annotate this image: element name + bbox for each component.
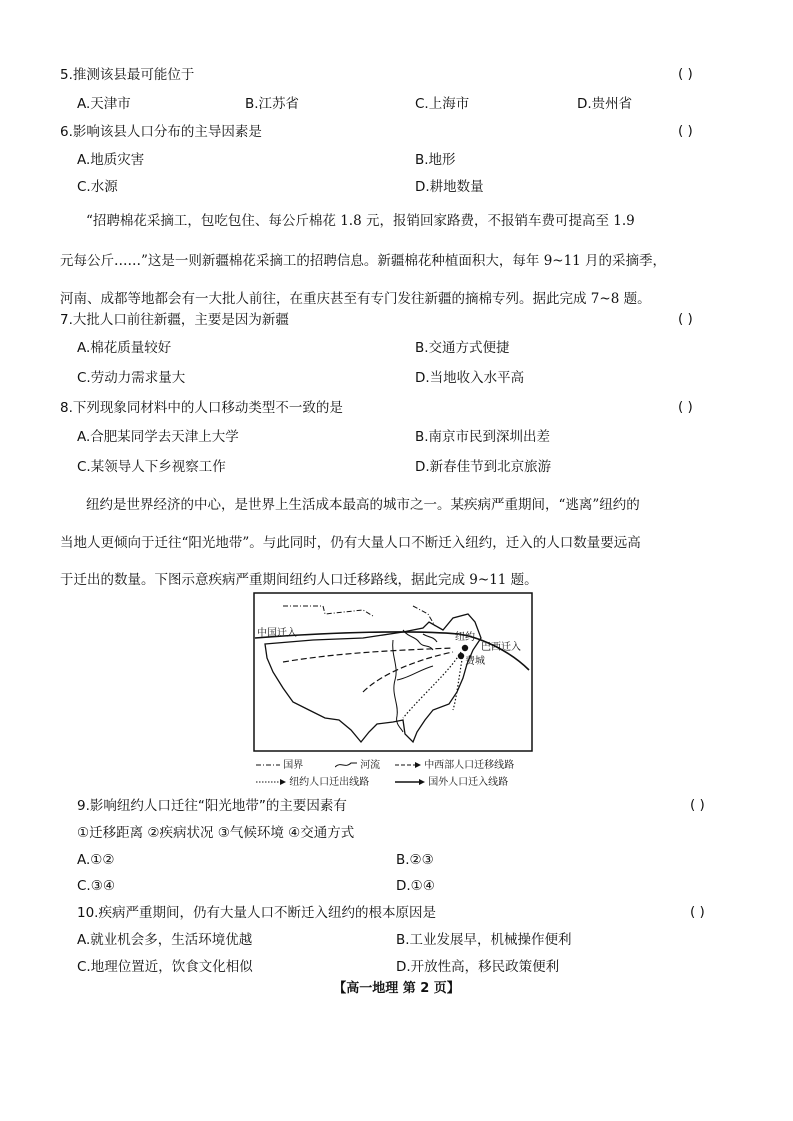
- q9-stem: 9.影响纽约人口迁往“阳光地带”的主要因素有: [77, 798, 347, 814]
- q8-option-b: B.南京市民到深圳出差: [415, 429, 551, 445]
- q10-option-d: D.开放性高，移民政策便利: [396, 959, 560, 975]
- q8-option-d: D.新春佳节到北京旅游: [415, 459, 552, 475]
- q10-option-a: A.就业机会多，生活环境优越: [77, 932, 253, 948]
- q6-answer-bracket: ( ): [678, 123, 693, 139]
- q9-choices: ①迁移距离 ②疾病状况 ③气候环境 ④交通方式: [77, 825, 355, 841]
- q5-option-b: B.江苏省: [245, 96, 300, 112]
- q6-option-d: D.耕地数量: [415, 179, 484, 195]
- q6-option-a: A.地质灾害: [77, 152, 145, 168]
- legend-ny-out-label: 纽约人口迁出线路: [289, 777, 370, 788]
- q5-answer-bracket: ( ): [678, 66, 693, 82]
- q9-option-c: C.③④: [77, 878, 115, 894]
- map-svg: [253, 592, 533, 752]
- migration-map: [253, 592, 533, 752]
- legend-ny-out: [256, 773, 369, 788]
- passage2-line-2: 当地人更倾向于迁往“阳光地带”。与此同时，仍有大量人口不断迁入纽约，迁入的人口数量要远高: [60, 535, 641, 551]
- q7-option-b: B.交通方式便捷: [415, 340, 510, 356]
- passage2-line-1: 纽约是世界经济的中心，是世界上生活成本最高的城市之一。某疾病严重期间，“逃离”纽约的: [86, 497, 640, 513]
- q6-stem: 6.影响该县人口分布的主导因素是: [60, 124, 262, 140]
- q5-stem: 5.推测该县最可能位于: [60, 67, 195, 83]
- new-york-point: [462, 645, 468, 651]
- legend-foreign-in: [395, 773, 508, 788]
- q9-option-a: A.①②: [77, 852, 115, 868]
- q9-answer-bracket: ( ): [690, 797, 705, 813]
- q8-option-c: C.某领导人下乡视察工作: [77, 459, 226, 475]
- legend-border: [256, 756, 303, 771]
- legend-border-icon: [256, 761, 280, 769]
- q7-option-a: A.棉花质量较好: [77, 340, 172, 356]
- philadelphia-point: [458, 653, 464, 659]
- label-brazil-in: 巴西迁入: [481, 642, 521, 653]
- q7-option-c: C.劳动力需求量大: [77, 370, 186, 386]
- q10-option-b: B.工业发展早，机械操作便利: [396, 932, 572, 948]
- q8-stem: 8.下列现象同材料中的人口移动类型不一致的是: [60, 400, 343, 416]
- passage2-line-3: 于迁出的数量。下图示意疾病严重期间纽约人口迁移路线，据此完成 9~11 题。: [60, 572, 538, 588]
- passage1-line-3: 河南、成都等地都会有一大批人前往，在重庆甚至有专门发往新疆的摘棉专列。据此完成 7~8 题。: [60, 291, 651, 307]
- label-philadelphia: 费城: [465, 656, 485, 667]
- q8-option-a: A.合肥某同学去天津上大学: [77, 429, 239, 445]
- legend-border-label: 国界: [283, 760, 304, 771]
- q9-option-b: B.②③: [396, 852, 434, 868]
- q7-option-d: D.当地收入水平高: [415, 370, 525, 386]
- q7-stem: 7.大批人口前往新疆，主要是因为新疆: [60, 312, 289, 328]
- legend-foreign-in-label: 国外人口迁入线路: [428, 777, 509, 788]
- q6-option-b: B.地形: [415, 152, 456, 168]
- page-footer: 【高一地理 第 2 页】: [333, 981, 460, 996]
- q6-option-c: C.水源: [77, 179, 118, 195]
- q10-option-c: C.地理位置近，饮食文化相似: [77, 959, 253, 975]
- legend-river-label: 河流: [360, 760, 381, 771]
- label-china-in: 中国迁入: [257, 628, 297, 639]
- q5-option-a: A.天津市: [77, 96, 131, 112]
- q5-option-c: C.上海市: [415, 96, 470, 112]
- legend-midwest: [395, 756, 514, 771]
- label-new-york: 纽约: [455, 632, 475, 643]
- legend-midwest-label: 中西部人口迁移线路: [424, 760, 515, 771]
- passage1-line-1: “招聘棉花采摘工，包吃包住、每公斤棉花 1.8 元，报销回家路费，不报销车费可提高至 1.9: [86, 213, 635, 229]
- legend-midwest-icon: [395, 761, 421, 769]
- q10-stem: 10.疾病严重期间，仍有大量人口不断迁入纽约的根本原因是: [77, 905, 436, 921]
- legend-foreign-in-icon: [395, 778, 425, 786]
- legend-river: [335, 756, 380, 771]
- q7-answer-bracket: ( ): [678, 311, 693, 327]
- legend-ny-out-icon: [256, 778, 286, 786]
- q8-answer-bracket: ( ): [678, 399, 693, 415]
- q5-option-d: D.贵州省: [577, 96, 633, 112]
- legend-river-icon: [335, 761, 357, 769]
- passage1-line-2: 元每公斤……”这是一则新疆棉花采摘工的招聘信息。新疆棉花种植面积大，每年 9~11 月的采摘季，: [60, 253, 667, 269]
- q9-option-d: D.①④: [396, 878, 435, 894]
- q10-answer-bracket: ( ): [690, 904, 705, 920]
